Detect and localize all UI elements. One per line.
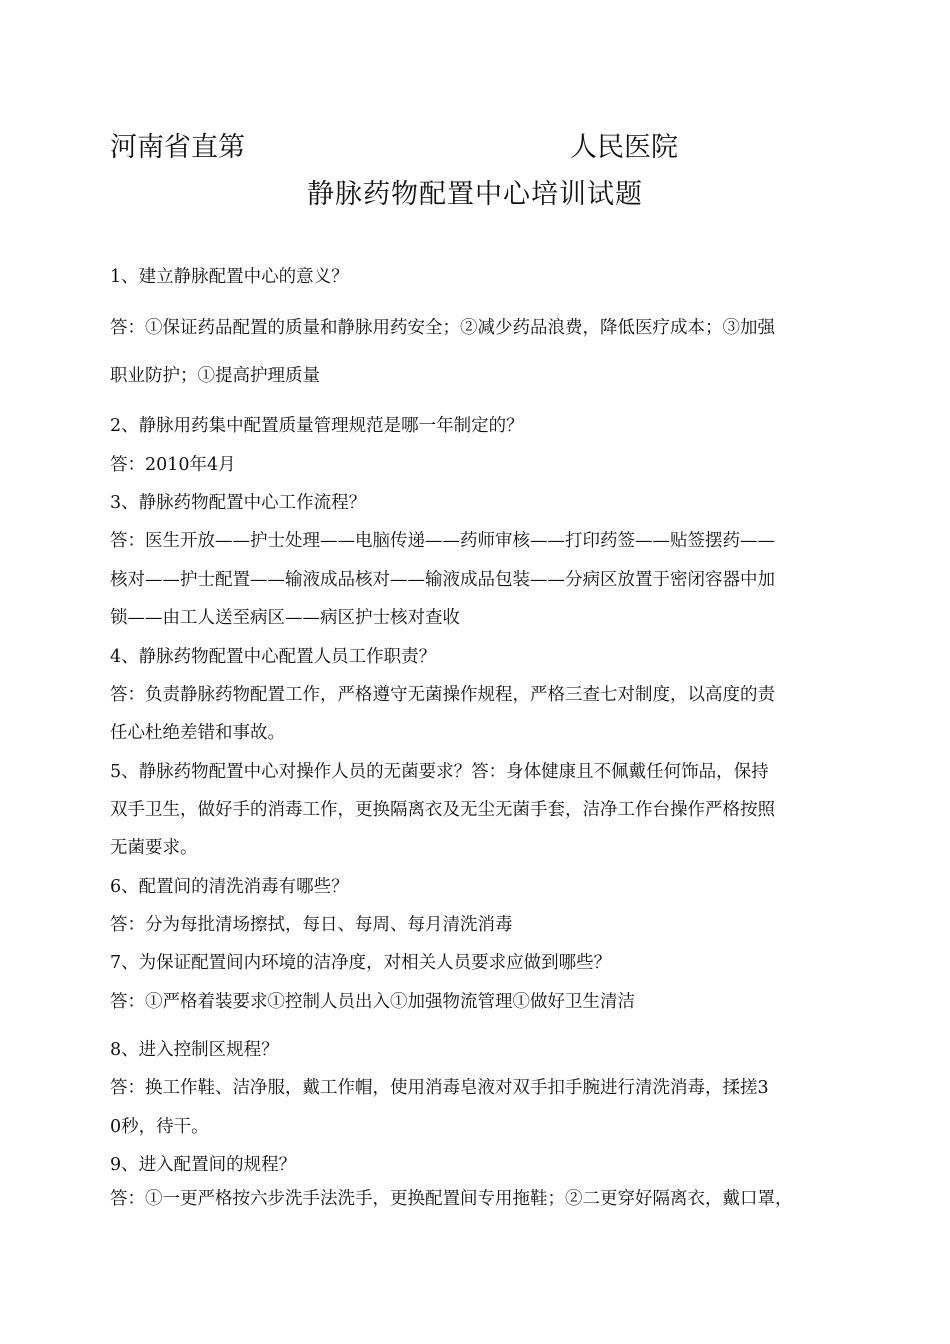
question-7: 7、为保证配置间内环境的洁净度，对相关人员要求应做到哪些？ — [110, 953, 612, 973]
question-1: 1、建立静脉配置中心的意义？ — [110, 267, 349, 287]
answer-4-line-1: 答：负责静脉药物配置工作，严格遵守无菌操作规程，严格三查七对制度，以高度的责 — [110, 685, 775, 705]
answer-8-line-2: 0秒，待干。 — [110, 1117, 209, 1137]
question-6: 6、配置间的清洗消毒有哪些？ — [110, 877, 349, 897]
hospital-name-prefix: 河南省直第 — [110, 132, 245, 163]
hospital-header — [110, 128, 710, 168]
answer-3-line-1: 答：医生开放——护士处理——电脑传递——药师审核——打印药签——贴签摆药—— — [110, 531, 775, 551]
answer-8-line-1: 答：换工作鞋、洁净服，戴工作帽，使用消毒皂液对双手扣手腕进行清洗消毒，揉搓3 — [110, 1078, 769, 1098]
document-title: 静脉药物配置中心培训试题 — [307, 179, 643, 210]
question-3: 3、静脉药物配置中心工作流程？ — [110, 493, 367, 513]
question-9: 9、进入配置间的规程？ — [110, 1155, 297, 1175]
question-5-line-1: 5、静脉药物配置中心对操作人员的无菌要求？答：身体健康且不佩戴任何饰品，保持 — [110, 762, 769, 782]
answer-1-line-2: 职业防护；①提高护理质量 — [110, 366, 320, 386]
question-5-line-3: 无菌要求。 — [110, 838, 198, 858]
answer-1-line-1: 答：①保证药品配置的质量和静脉用药安全；②减少药品浪费，降低医疗成本；③加强 — [110, 318, 775, 338]
answer-9-line-1: 答：①一更严格按六步洗手法洗手，更换配置间专用拖鞋；②二更穿好隔离衣，戴口罩， — [110, 1189, 793, 1209]
answer-3-line-3: 锁——由工人送至病区——病区护士核对查收 — [110, 608, 460, 628]
answer-4-line-2: 任心杜绝差错和事故。 — [110, 723, 285, 743]
answer-6: 答：分为每批清场擦拭，每日、每周、每月清洗消毒 — [110, 915, 513, 935]
answer-2: 答：2010年4月 — [110, 455, 236, 475]
question-8: 8、进入控制区规程？ — [110, 1040, 279, 1060]
question-5-line-2: 双手卫生，做好手的消毒工作，更换隔离衣及无尘无菌手套，洁净工作台操作严格按照 — [110, 800, 775, 820]
question-2: 2、静脉用药集中配置质量管理规范是哪一年制定的？ — [110, 416, 524, 436]
hospital-name-suffix: 人民医院 — [570, 132, 678, 163]
question-4: 4、静脉药物配置中心配置人员工作职责？ — [110, 647, 437, 667]
answer-3-line-2: 核对——护士配置——输液成品核对——输液成品包装——分病区放置于密闭容器中加 — [110, 570, 775, 590]
answer-7: 答：①严格着装要求①控制人员出入①加强物流管理①做好卫生清洁 — [110, 992, 635, 1012]
